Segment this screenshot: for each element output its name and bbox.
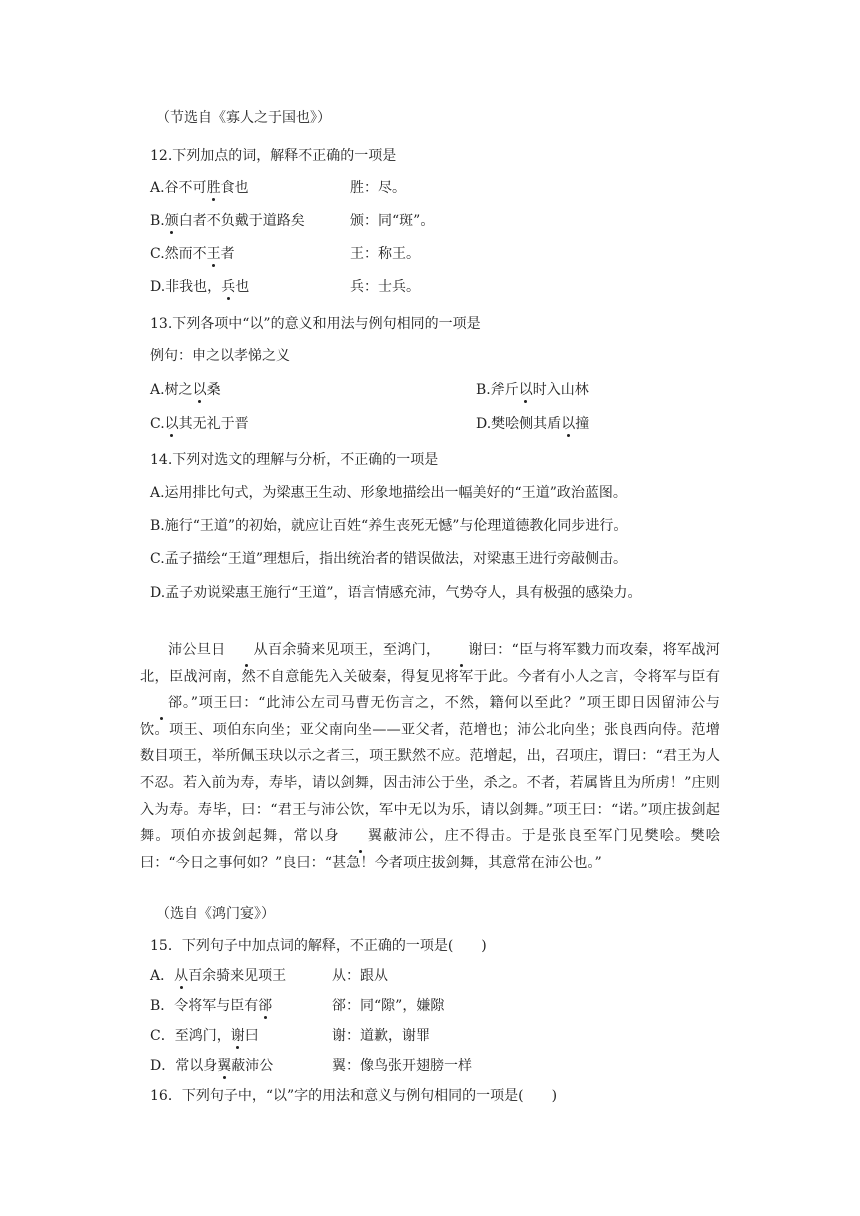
q13-option-a[interactable]: A.树之以桑: [150, 382, 221, 398]
q15-option-b-gloss: 郤：同“隙”，嫌隙: [332, 998, 445, 1014]
question-14-stem: 14.下列对选文的理解与分析，不正确的一项是: [150, 452, 439, 468]
dotted-word: 王: [206, 246, 221, 262]
dotted-word: 以: [518, 382, 533, 398]
source-citation-2: （选自《鸿门宴》）: [156, 906, 275, 922]
passage-hongmen: [140, 637, 720, 876]
question-13-stem: 13.下列各项中“以”的意义和用法与例句相同的一项是: [150, 316, 481, 332]
q12-option-b-gloss: 颁：同“斑”。: [350, 213, 435, 229]
dotted-word: 谢: [440, 637, 482, 664]
q12-option-c[interactable]: C.然而不王者: [150, 246, 235, 262]
q15-option-b[interactable]: B．令将军与臣有郤: [150, 998, 273, 1014]
dotted-word: 郤: [140, 690, 182, 717]
q15-option-d-gloss: 翼：像鸟张开翅膀一样: [332, 1058, 472, 1074]
q15-option-d[interactable]: D．常以身翼蔽沛公: [150, 1058, 274, 1074]
dotted-word: 从: [174, 968, 189, 984]
q14-option-b[interactable]: B.施行“王道”的初始，就应让百姓“养生丧死无憾”与伦理道德教化同步进行。: [150, 518, 628, 534]
question-12-stem: 12.下列加点的词，解释不正确的一项是: [150, 148, 397, 164]
q12-option-d[interactable]: D.非我也，兵也: [150, 279, 250, 295]
q15-option-c[interactable]: C．至鸿门，谢曰: [150, 1028, 259, 1044]
q15-option-c-gloss: 谢：道歉，谢罪: [332, 1028, 430, 1044]
q13-option-d[interactable]: D.樊哙侧其盾以撞: [476, 416, 590, 432]
dotted-word: 以: [164, 416, 179, 432]
dotted-word: 翼: [217, 1058, 232, 1074]
question-15-stem: 15．下列句子中加点词的解释，不正确的一项是( ): [150, 938, 487, 954]
question-13-example: 例句：申之以孝悌之义: [150, 348, 290, 364]
q13-option-b[interactable]: B.斧斤以时入山林: [476, 382, 589, 398]
question-16-stem: 16．下列句子中，“以”字的用法和意义与例句相同的一项是( ): [150, 1088, 558, 1104]
dotted-word: 胜: [206, 180, 221, 196]
dotted-word: 郤: [258, 998, 273, 1014]
dotted-word: 颁: [164, 213, 179, 229]
dotted-word: 以: [561, 416, 576, 432]
dotted-word: 兵: [221, 279, 236, 295]
q14-option-d[interactable]: D.孟子劝说梁惠王施行“王道”，语言情感充沛，气势夺人，具有极强的感染力。: [150, 585, 642, 601]
q14-option-a[interactable]: A.运用排比句式，为梁惠王生动、形象地描绘出一幅美好的“王道”政治蓝图。: [150, 485, 627, 501]
q12-option-a-gloss: 胜：尽。: [350, 180, 406, 196]
q13-option-c[interactable]: C.以其无礼于晋: [150, 416, 249, 432]
q12-option-c-gloss: 王：称王。: [350, 246, 420, 262]
q15-option-a[interactable]: A．从百余骑来见项王: [150, 968, 287, 984]
dotted-word: 以: [192, 382, 207, 398]
q15-option-a-gloss: 从：跟从: [332, 968, 388, 984]
dotted-word: 翼: [340, 823, 382, 850]
dotted-word: 从: [226, 637, 268, 664]
passage-paragraph: 沛公旦日 从百余骑来见项王，至鸿门， 谢曰：“臣与将军戮力而攻秦，将军战河北，臣战河南，然不自意能先入关破秦，得复见将军于此。今者有小人之言，令将军与臣有郤。”项王曰：“此沛公左司马曹无伤言之，不然，籍何以至此？”项王即日因留沛公与饮。项王、项伯东向坐；亚父南向坐——亚父者，范增也；沛公北向坐；张良西向侍。范增数目项王，举所佩玉玦以示之者三，项王默然不应。范增起，出，召项庄，谓曰：“君王为人不忍。若入前为寿，寿毕，请以剑舞，因击沛公于坐，杀之。不者，若属皆且为所虏！”庄则入为寿。寿毕，曰：“君王与沛公饮，军中无以为乐，请以剑舞。”项王曰：“诺。”项庄拔剑起舞。项伯亦拔剑起舞，常以身 翼蔽沛公，庄不得击。于是张良至军门见樊哙。樊哙曰：“今日之事何如？”良曰：“甚急！今者项庄拔剑舞，其意常在沛公也。”: [140, 637, 720, 876]
q14-option-c[interactable]: C.孟子描绘“王道”理想后，指出统治者的错误做法，对梁惠王进行旁敲侧击。: [150, 551, 627, 567]
source-citation-1: （节选自《寡人之于国也》）: [156, 110, 331, 126]
q12-option-d-gloss: 兵：士兵。: [350, 279, 420, 295]
dotted-word: 谢: [230, 1028, 245, 1044]
q12-option-b[interactable]: B.颁白者不负戴于道路矣: [150, 213, 305, 229]
q12-option-a[interactable]: A.谷不可胜食也: [150, 180, 249, 196]
